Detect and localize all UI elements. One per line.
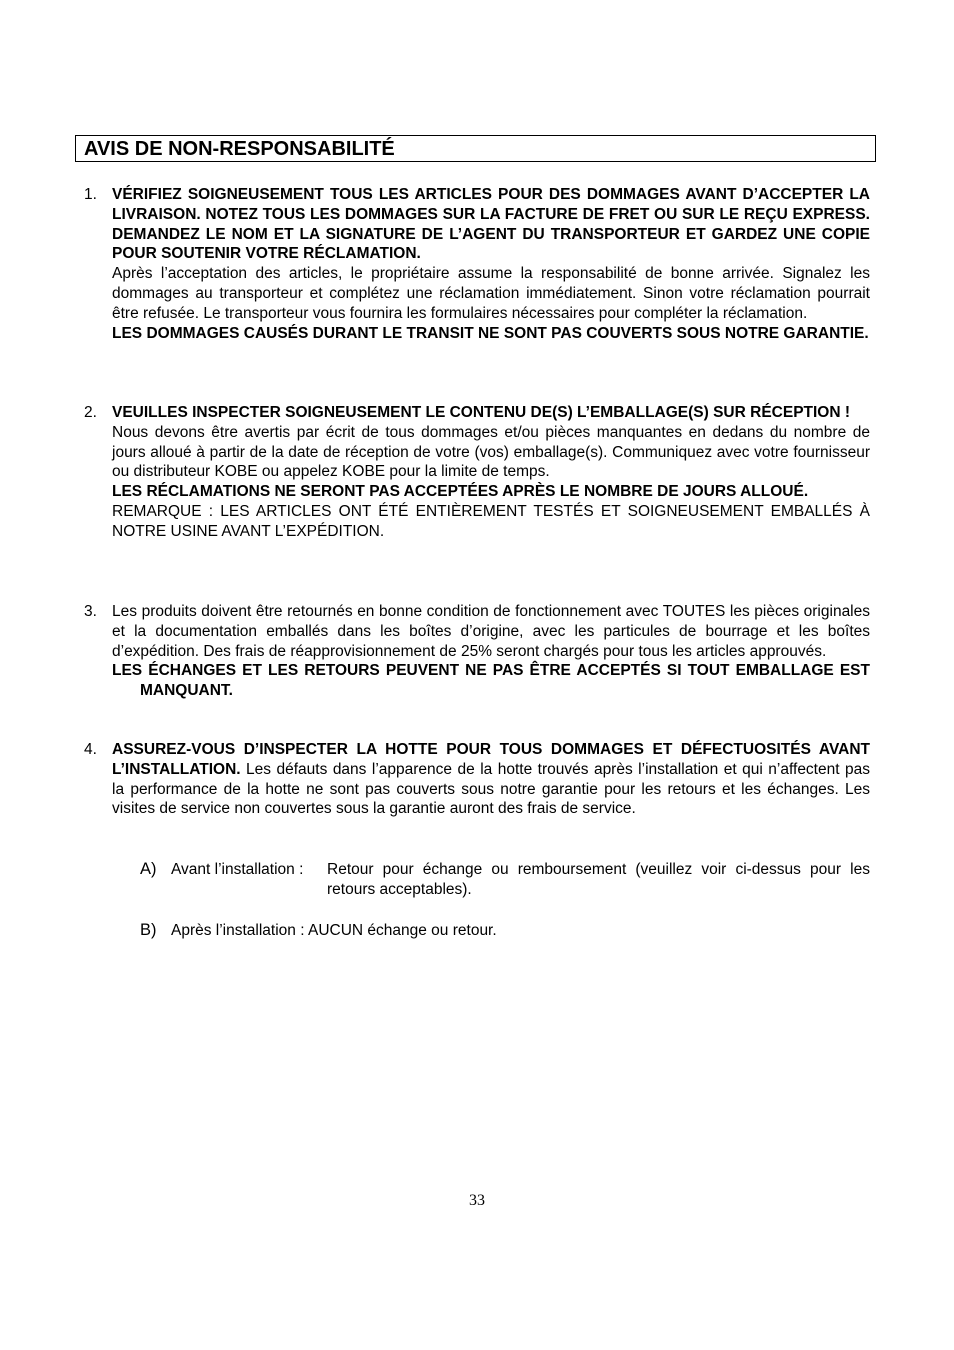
item-bold-intro: VÉRIFIEZ SOIGNEUSEMENT TOUS LES ARTICLES POUR DES DOMMAGES AVANT D’ACCEPTER LA LIVRAISON. NOTEZ TOUS LES DOMMAGES SUR LA FACTURE DE FRET OU SUR LE REÇU EXPRESS. DEMANDEZ LE NOM ET LA SIGNATURE DE L’AGENT DU TRANSPORTEUR ET GARDEZ UNE COPIE POUR SOUTENIR VOTRE RÉCLAMATION. bbox=[112, 186, 870, 263]
item-bold-outro: LES ÉCHANGES ET LES RETOURS PEUVENT NE PAS ÊTRE ACCEPTÉS SI TOUT EMBALLAGE EST MANQUANT. bbox=[112, 662, 870, 700]
item-text: Nous devons être avertis par écrit de tous dommages et/ou pièces manquantes en dedans du nombre de jours alloué à partir de la date de réception de votre (vos) emballage(s). Communiquez avec votre fournisseur ou distributeur KOBE ou appelez KOBE pour la limite de temps. bbox=[112, 423, 870, 481]
item-text: Après l’acceptation des articles, le propriétaire assume la responsabilité de bonne arrivée. Signalez les dommages au transporteur et complétez une réclamation immédiatement. Sinon votre réclamation pourrait être refusée. Le transporteur vous fournira les formulaires nécessaires pour compléter la réclamation. bbox=[112, 265, 870, 322]
list-item-2 bbox=[84, 403, 870, 542]
sub-item-text: Après l’installation : AUCUN échange ou retour. bbox=[171, 922, 497, 939]
sub-item-text: Retour pour échange ou remboursement (veuillez voir ci-dessus pour les retours acceptables). bbox=[327, 861, 870, 898]
list-item-1 bbox=[84, 185, 870, 343]
item-bold-outro: LES DOMMAGES CAUSÉS DURANT LE TRANSIT NE SONT PAS COUVERTS SOUS NOTRE GARANTIE. bbox=[112, 324, 869, 342]
list-item-3 bbox=[84, 602, 870, 701]
item-bold-intro: ASSUREZ-VOUS D’INSPECTER LA HOTTE POUR TOUS DOMMAGES ET DÉFECTUOSITÉS AVANT L’INSTALLATION. bbox=[112, 741, 870, 778]
item-number: 4. bbox=[84, 741, 97, 758]
item-text: Les produits doivent être retournés en bonne condition de fonctionnement avec TOUTES les pièces originales et la documentation emballés dans les boîtes d’origine, avec les particules de bourrage et les boîtes d’expédition. Des frais de réapprovisionnement de 25% seront chargés pour tous les articles approuvés. bbox=[112, 603, 870, 660]
page-number: 33 bbox=[469, 1192, 485, 1209]
item-bold-outro: LES RÉCLAMATIONS NE SERONT PAS ACCEPTÉES APRÈS LE NOMBRE DE JOURS ALLOUÉ. bbox=[112, 483, 809, 501]
item-number: 1. bbox=[84, 186, 97, 203]
item-number: 2. bbox=[84, 404, 97, 421]
item-number: 3. bbox=[84, 603, 97, 620]
item-note: REMARQUE : LES ARTICLES ONT ÉTÉ ENTIÈREMENT TESTÉS ET SOIGNEUSEMENT EMBALLÉS À NOTRE USINE AVANT L’EXPÉDITION. bbox=[112, 502, 870, 540]
sub-item-b bbox=[140, 921, 870, 941]
sub-item-letter: A) bbox=[140, 860, 157, 878]
section-title: AVIS DE NON-RESPONSABILITÉ bbox=[84, 138, 395, 160]
sub-item-letter: B) bbox=[140, 921, 157, 939]
item-text: Les défauts dans l’apparence de la hotte trouvés après l’installation et qui n’affectent pas la performance de la hotte ne sont pas couverts sous notre garantie pour les retours et les échanges. Les visites de service non couvertes sous la garantie auront des frais de service. bbox=[112, 760, 870, 818]
sub-item-label: Avant l’installation : bbox=[171, 861, 304, 878]
item-bold-intro: VEUILLES INSPECTER SOIGNEUSEMENT LE CONTENU DE(S) L’EMBALLAGE(S) SUR RÉCEPTION ! bbox=[112, 404, 851, 421]
list-item-4 bbox=[84, 740, 870, 819]
sub-item-a bbox=[140, 860, 870, 900]
section-title-box bbox=[75, 135, 876, 162]
